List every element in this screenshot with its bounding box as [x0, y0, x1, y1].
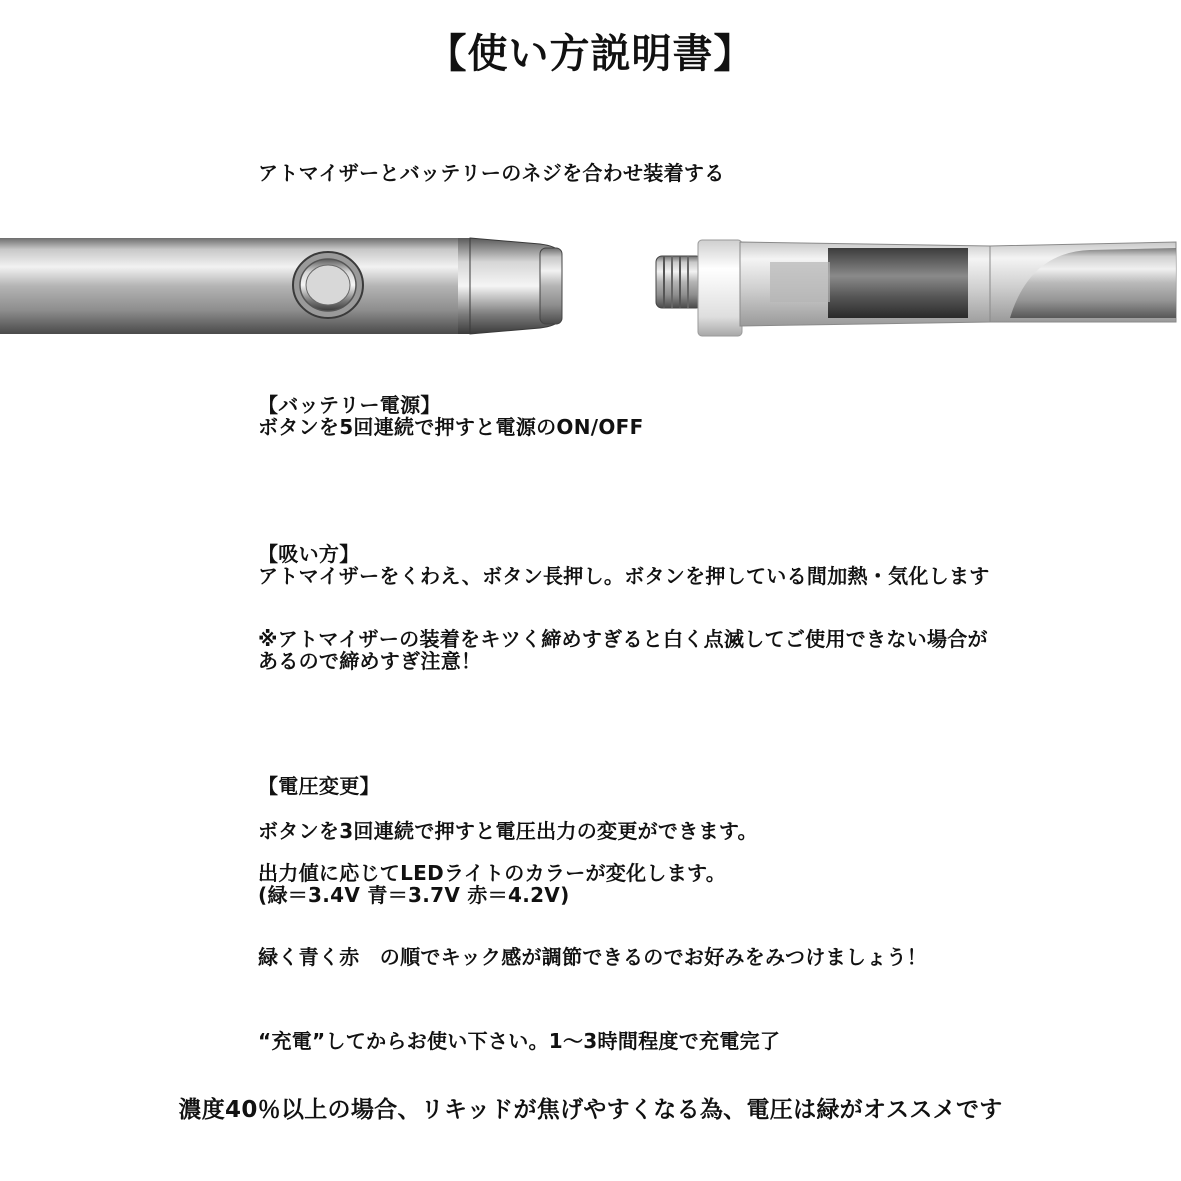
- voltage-change-text-4: 緑く青く赤 の順でキック感が調節できるのでお好みをみつけましょう！: [258, 945, 928, 969]
- vape-pen-illustration: [0, 222, 1181, 342]
- atomizer-cartridge: [656, 240, 1176, 336]
- how-to-inhale-heading: 【吸い方】: [258, 542, 360, 566]
- charge-note: “充電”してからお使い下さい。1～3時間程度で充電完了: [258, 1029, 781, 1053]
- battery-power-text: ボタンを5回連続で押すと電源のON/OFF: [258, 415, 644, 439]
- footer-note: 濃度40％以上の場合、リキッドが焦げやすくなる為、電圧は緑がオススメです: [178, 1097, 1003, 1123]
- page-title: 【使い方説明書】: [426, 31, 755, 77]
- warning-line-2: あるので締めすぎ注意！: [258, 649, 482, 673]
- voltage-change-heading: 【電圧変更】: [258, 774, 380, 798]
- battery-power-heading: 【バッテリー電源】: [258, 393, 441, 417]
- battery-body: [0, 238, 562, 334]
- voltage-change-text-3: (緑＝3.4V 青＝3.7V 赤＝4.2V): [258, 883, 570, 907]
- warning-line-1: ※アトマイザーの装着をキツく締めすぎると白く点滅してご使用できない場合が: [258, 627, 988, 651]
- attach-instruction: アトマイザーとバッテリーのネジを合わせ装着する: [258, 161, 725, 185]
- voltage-change-text-2: 出力値に応じてLEDライトのカラーが変化します。: [258, 861, 727, 885]
- how-to-inhale-text: アトマイザーをくわえ、ボタン長押し。ボタンを押している間加熱・気化します: [258, 564, 990, 588]
- voltage-change-text-1: ボタンを3回連続で押すと電圧出力の変更ができます。: [258, 819, 758, 843]
